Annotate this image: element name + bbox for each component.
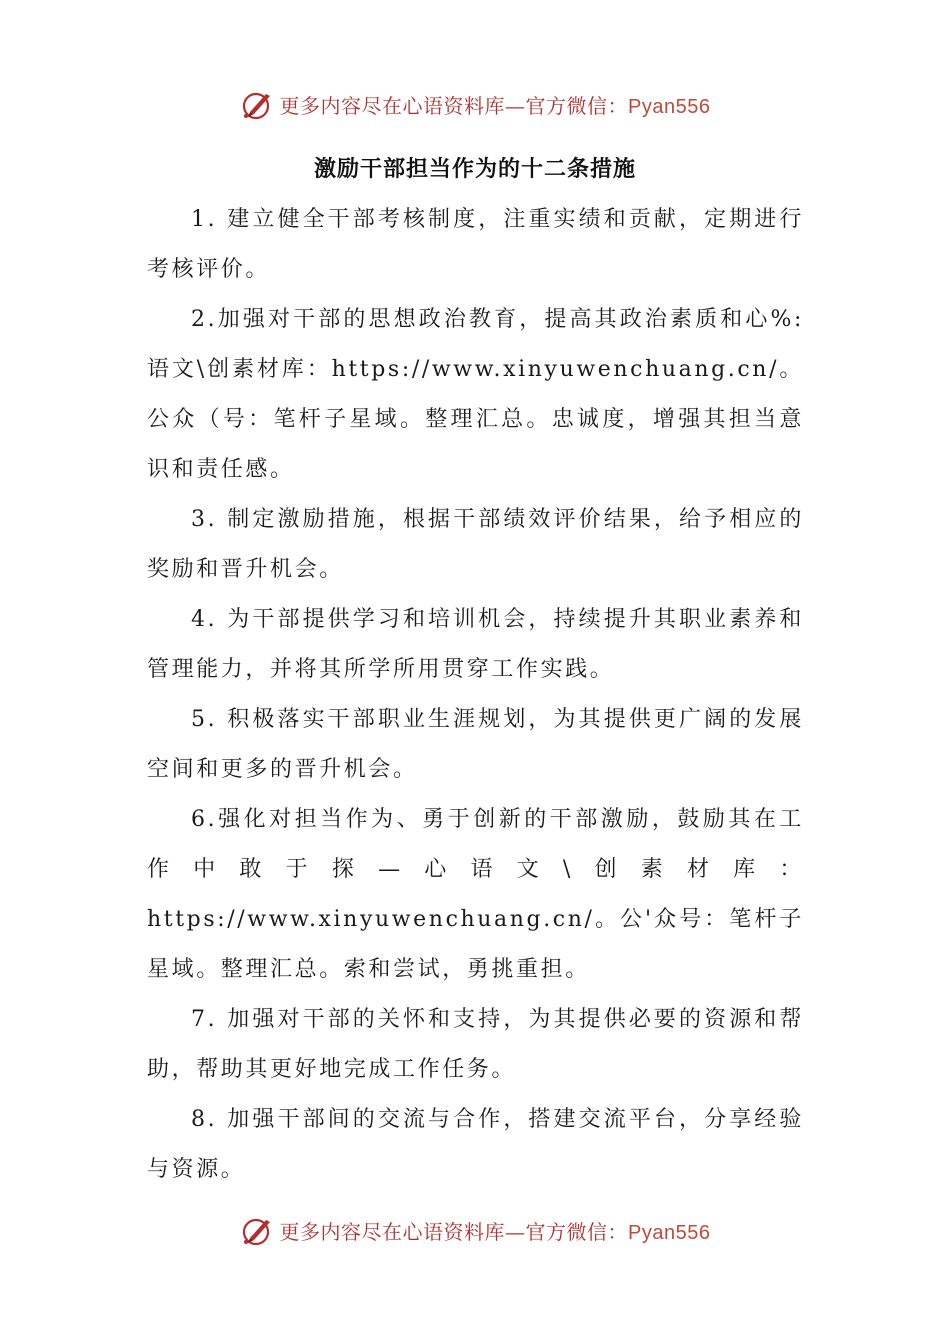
footer-watermark-banner (0, 1210, 950, 1250)
pen-logo-icon (240, 1212, 276, 1248)
paragraph-3: 3. 制定激励措施，根据干部绩效评价结果，给予相应的奖励和晋升机会。 (147, 507, 804, 582)
watermark-text: 更多内容尽在心语资料库—官方微信：Pyan556 (279, 93, 711, 118)
paragraph-2: 2.加强对干部的思想政治教育，提高其政治素质和心%:语文\创素材库：https://www.xinyuwenchuang.cn/。公众（号：笔杆子星域。整理汇总。忠诚度，增强其担当意识和责任感。 (147, 307, 804, 482)
document-title: 激励干部担当作为的十二条措施 (313, 157, 636, 182)
pen-logo-icon (240, 86, 276, 122)
paragraph-5: 5. 积极落实干部职业生涯规划，为其提供更广阔的发展空间和更多的晋升机会。 (147, 707, 804, 782)
document-body (147, 195, 804, 1195)
paragraph-6: 6.强化对担当作为、勇于创新的干部激励，鼓励其在工作中敢于探—心语文\创素材库：https://www.xinyuwenchuang.cn/。公'众号：笔杆子星域。整理汇总。索和尝试，勇挑重担。 (147, 807, 804, 982)
paragraph-7: 7. 加强对干部的关怀和支持，为其提供必要的资源和帮助，帮助其更好地完成工作任务。 (147, 1007, 804, 1082)
paragraph-4: 4. 为干部提供学习和培训机会，持续提升其职业素养和管理能力，并将其所学所用贯穿工作实践。 (147, 607, 804, 682)
paragraph-8: 8. 加强干部间的交流与合作，搭建交流平台，分享经验与资源。 (147, 1107, 804, 1182)
watermark-text: 更多内容尽在心语资料库—官方微信：Pyan556 (279, 1219, 711, 1244)
paragraph-1: 1. 建立健全干部考核制度，注重实绩和贡献，定期进行考核评价。 (147, 207, 804, 282)
header-watermark-banner (0, 84, 950, 124)
